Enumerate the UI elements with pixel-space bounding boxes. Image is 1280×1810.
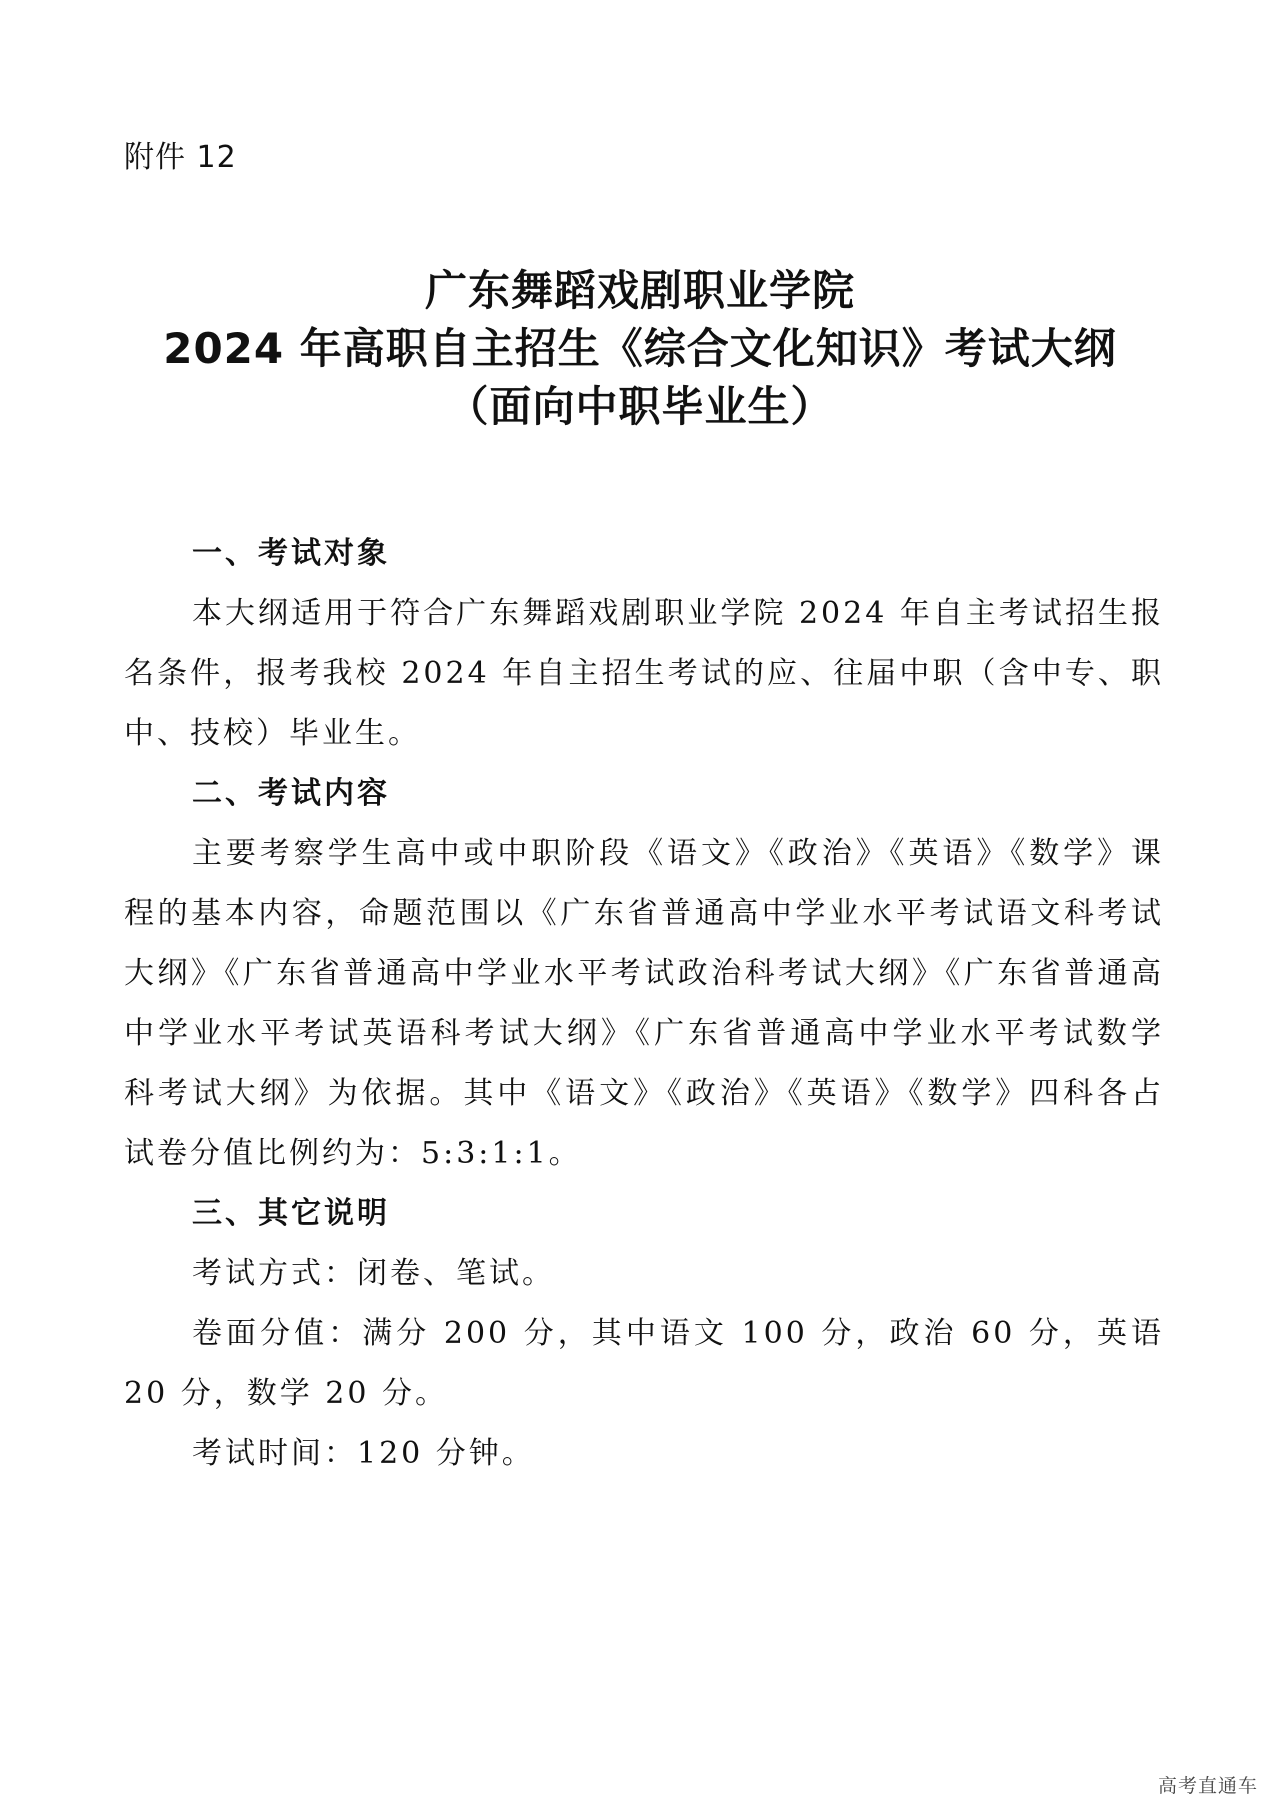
- paragraph-exam-content: 主要考察学生高中或中职阶段《语文》《政治》《英语》《数学》课程的基本内容，命题范围以《广东省普通高中学业水平考试语文科考试大纲》《广东省普通高中学业水平考试政治科考试大纲》《广东省普通高中学业水平考试英语科考试大纲》《广东省普通高中学业水平考试数学科考试大纲》为依据。其中《语文》《政治》《英语》《数学》四科各占试卷分值比例约为：5:3:1:1。: [124, 836, 1164, 1171]
- document-body: [124, 524, 1164, 1484]
- title-line-exam: 2024 年高职自主招生《综合文化知识》考试大纲: [163, 324, 1117, 373]
- attachment-label: 附件 12: [124, 140, 237, 175]
- document-title: [0, 262, 1280, 436]
- section-heading-exam-content: 二、考试内容: [192, 776, 390, 811]
- paragraph-exam-duration: 考试时间：120 分钟。: [192, 1436, 535, 1471]
- watermark-text: 高考直通车: [1157, 1775, 1258, 1797]
- paragraph-exam-target: 本大纲适用于符合广东舞蹈戏剧职业学院 2024 年自主考试招生报名条件，报考我校 2024 年自主招生考试的应、往届中职（含中专、职中、技校）毕业生。: [124, 596, 1164, 751]
- paragraph-score-distribution: 卷面分值：满分 200 分，其中语文 100 分，政治 60 分，英语 20 分，数学 20 分。: [124, 1316, 1164, 1411]
- paragraph-exam-method: 考试方式：闭卷、笔试。: [192, 1256, 555, 1291]
- title-line-school: 广东舞蹈戏剧职业学院: [424, 266, 855, 315]
- section-heading-exam-target: 一、考试对象: [192, 536, 390, 571]
- title-line-audience: （面向中职毕业生）: [446, 382, 834, 431]
- section-heading-other-notes: 三、其它说明: [192, 1196, 390, 1231]
